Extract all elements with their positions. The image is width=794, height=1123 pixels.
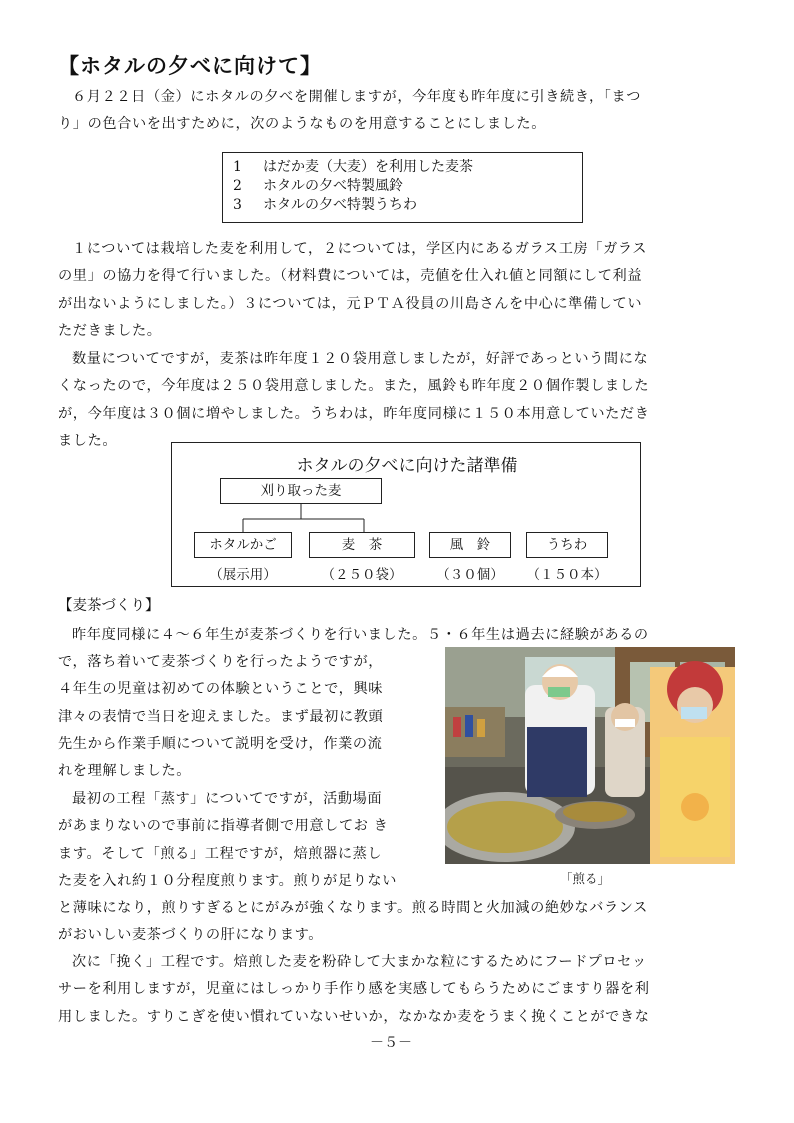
diagram-box-mugicha: 麦 茶 (309, 532, 415, 558)
paragraph-line: １については栽培した麦を利用して，２については，学区内にあるガラス工房「ガラス (72, 241, 648, 257)
diagram-root-box: 刈り取った麦 (220, 478, 382, 504)
paragraph-line: ます。そして「煎る」工程ですが，焙煎器に蒸し (58, 845, 383, 862)
diagram-title: ホタルの夕べに向けた諸準備 (296, 456, 518, 476)
paragraph-mugicha-intro (58, 622, 744, 649)
paragraph-line: で，落ち着いて麦茶づくりを行ったようですが， (58, 654, 384, 670)
diagram-note: （３０個） (436, 567, 504, 583)
photo-roasting (445, 647, 735, 864)
paragraph-line: 先生から作業手順について説明を受け，作業の流 (58, 735, 383, 752)
paragraph-grinding (58, 949, 744, 1031)
paragraph-line: が，今年度は３０個に増やしました。うちわは，昨年度同様に１５０本用意していただき (58, 405, 650, 422)
paragraph-steps (58, 786, 443, 895)
intro-line: ６月２２日（金）にホタルの夕べを開催しますが，今年度も昨年度に引き続き，「まつ (72, 89, 642, 105)
paragraph-line: 次に「挽く」工程です。焙煎した麦を粉砕して大まかな粒にするためにフードプロセッ (72, 954, 647, 970)
paragraph-line: ただきました。 (58, 322, 162, 339)
paragraph-steps-cont (58, 895, 744, 950)
photo-caption: 「煎る」 (560, 871, 611, 886)
list-item: 1 はだか麦（大麦）を利用した麦茶 (233, 159, 473, 175)
preparation-diagram (171, 442, 641, 587)
items-list-box (222, 152, 583, 223)
paragraph-wrapped (58, 649, 443, 785)
page-title: 【ホタルの夕べに向けて】 (58, 54, 322, 78)
paragraph-line: れを理解しました。 (58, 763, 192, 780)
diagram-note: （２５０袋） (321, 567, 403, 583)
section-heading: 【麦茶づくり】 (58, 598, 160, 614)
paragraph-line: サーを利用しますが，児童にはしっかり手作り感を実感してもらうためにごますり器を利 (58, 981, 650, 998)
paragraph-line: ４年生の児童は初めての体験ということで，興味 (58, 681, 384, 698)
list-item: 3 ホタルの夕べ特製うちわ (233, 197, 417, 213)
diagram-box-uchiwa: うちわ (526, 532, 608, 558)
paragraph-line: た麦を入れ約１０分程度煎ります。煎りが足りない (58, 872, 397, 889)
paragraph-line: ました。 (58, 432, 118, 449)
paragraph-line: くなったので，今年度は２５０袋用意しました。また，風鈴も昨年度２０個作製しました (58, 378, 650, 395)
paragraph-line: がおいしい麦茶づくりの肝になります。 (58, 927, 324, 944)
paragraph-line: があまりないので事前に指導者側で用意してお き (58, 818, 389, 835)
paragraph-line: 津々の表情で当日を迎えました。まず最初に教頭 (58, 708, 384, 725)
paragraph-materials (58, 236, 744, 345)
paragraph-line: 数量についてですが，麦茶は昨年度１２０袋用意しましたが，好評であっという間にな (72, 351, 649, 367)
paragraph-line: が出ないようにしました。）３については，元ＰＴＡ役員の川島さんを中心に準備してい (58, 295, 643, 312)
diagram-note: （展示用） (209, 567, 277, 583)
paragraph-line: の里」の協力を得て行いました。（材料費については，売値を仕入れ値と同額にして利益 (58, 268, 643, 285)
intro-paragraph (58, 84, 744, 139)
diagram-box-hotaru-kago: ホタルかご (194, 532, 292, 558)
paragraph-line: 昨年度同様に４～６年生が麦茶づくりを行いました。５・６年生は過去に経験があるの (72, 627, 649, 643)
paragraph-line: と薄味になり，煎りすぎるとにがみが強くなります。煎る時間と火加減の絶妙なバランス (58, 900, 648, 916)
diagram-note: （１５０本） (526, 567, 608, 583)
page-number: －５－ (370, 1035, 412, 1051)
paragraph-quantities (58, 346, 744, 455)
list-item: 2 ホタルの夕べ特製風鈴 (233, 178, 403, 194)
paragraph-line: 最初の工程「蒸す」についてですが，活動場面 (72, 791, 383, 807)
intro-line: り」の色合いを出すために，次のようなものを用意することにしました。 (58, 116, 546, 133)
diagram-box-furin: 風 鈴 (429, 532, 511, 558)
paragraph-line: 用しました。すりこぎを使い慣れていないせいか，なかなか麦をうまく挽くことができな (58, 1008, 650, 1025)
